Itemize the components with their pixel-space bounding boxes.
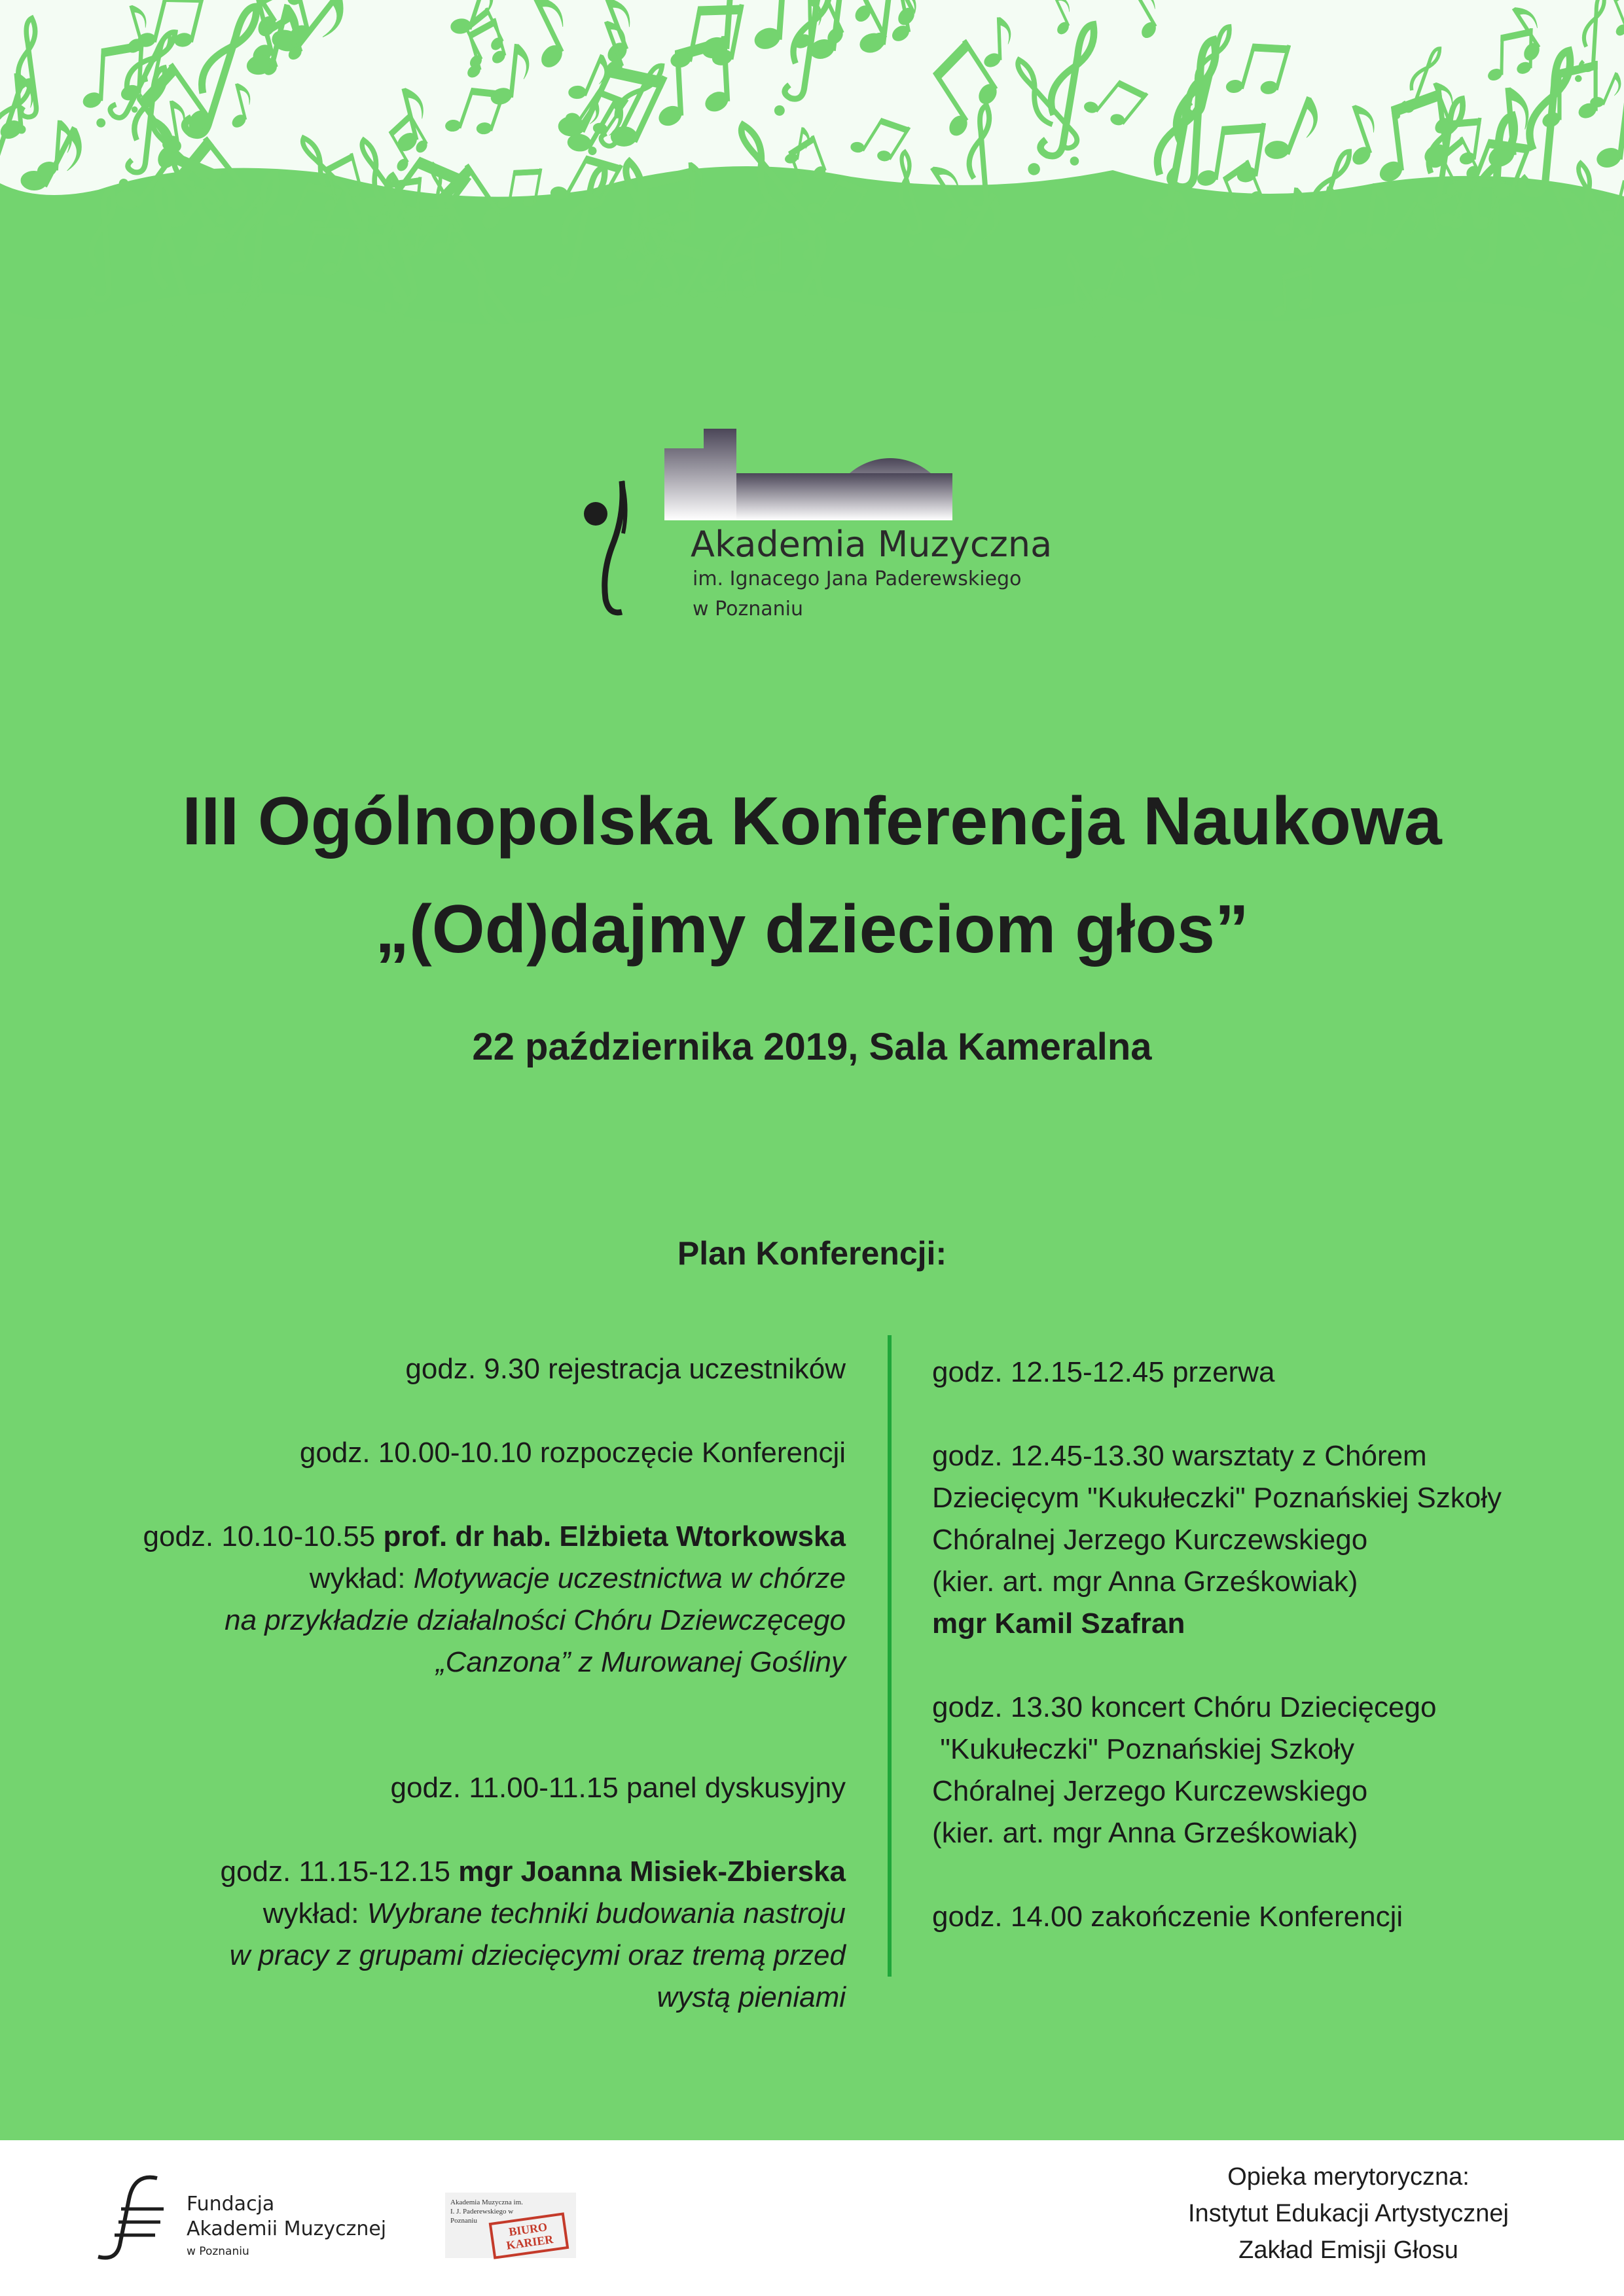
conference-subtitle: „(Od)dajmy dzieciom głos” [375, 891, 1249, 967]
lecture-2-topic-line3: wystą pieniami [657, 1981, 846, 2013]
lecture-1-time: godz. 10.10-10.55 [143, 1520, 384, 1552]
lecture-2-topic-line1 [221, 1893, 846, 1935]
fundacja-line1: Fundacja [187, 2193, 275, 2215]
lecture-1-topic-line1 [143, 1558, 846, 1600]
schedule-item-opening [300, 1432, 846, 1474]
schedule-text: godz. 10.00-10.10 rozpoczęcie Konferencji [299, 1437, 846, 1469]
plan-heading: Plan Konferencji: [677, 1235, 947, 1272]
fundacja-logo [95, 2173, 396, 2271]
concert-line1: godz. 13.30 koncert Chóru Dziecięcego [932, 1691, 1437, 1723]
schedule-item-lecture-2 [221, 1851, 846, 2018]
schedule-text: godz. 11.00-11.15 panel dyskusyjny [390, 1772, 846, 1804]
schedule-item-break [932, 1352, 1274, 1393]
lecture-1-header [143, 1516, 846, 1558]
schedule-item-lecture-1 [143, 1516, 846, 1683]
workshop-line2: Dziecięcym "Kukułeczki" Poznańskiej Szkoły [932, 1482, 1502, 1514]
stamp-text: BIURO KARIER [489, 2212, 569, 2259]
lecture-2-topic-line2: w pracy z grupami dziecięcymi oraz tremą przed [229, 1939, 846, 1971]
lecture-2-topic: Wybrane techniki budowania nastroju [367, 1897, 846, 1929]
logo-subtitle-line1: im. Ignacego Jana Paderewskiego [693, 567, 1022, 590]
schedule-item-registration [405, 1348, 846, 1390]
biuro-karier-stamp [445, 2193, 576, 2258]
lecture-2-type: wykład: [262, 1897, 367, 1929]
logo-100-mark [664, 429, 952, 520]
workshop-line1: godz. 12.45-13.30 warsztaty z Chórem [932, 1440, 1427, 1472]
lecture-1-topic-line2: na przykładzie działalności Chóru Dziewczęcego [225, 1604, 846, 1636]
academy-logo [576, 429, 1060, 625]
conference-title: III Ogólnopolska Konferencja Naukowa [182, 783, 1442, 859]
schedule-item-workshop [932, 1435, 1502, 1645]
schedule-item-concert [932, 1687, 1436, 1854]
opieka-merytoryczna [1152, 2159, 1545, 2269]
lecture-1-speaker: prof. dr hab. Elżbieta Wtorkowska [383, 1520, 846, 1552]
schedule-text: godz. 9.30 rejestracja uczestników [405, 1353, 846, 1385]
opieka-line1: Opieka merytoryczna: [1227, 2163, 1470, 2191]
music-notes-decoration [0, 0, 1624, 367]
schedule-text: godz. 14.00 zakończenie Konferencji [932, 1901, 1403, 1933]
opieka-line3: Zakład Emisji Głosu [1238, 2236, 1458, 2264]
footer [0, 2140, 1624, 2296]
date-and-venue: 22 października 2019, Sala Kameralna [472, 1026, 1152, 1068]
lecture-1-type: wykład: [309, 1562, 414, 1594]
lecture-2-speaker: mgr Joanna Misiek-Zbierska [458, 1856, 846, 1888]
fundacja-clef-icon [95, 2173, 173, 2265]
logo-academy-name: Akademia Muzyczna [691, 524, 1053, 565]
schedule-item-panel [391, 1767, 846, 1809]
logo-subtitle-line2: w Poznaniu [693, 598, 803, 620]
schedule-item-closing [932, 1896, 1403, 1938]
concert-line4: (kier. art. mgr Anna Grześkowiak) [932, 1817, 1358, 1849]
fundacja-line3: w Poznaniu [187, 2245, 249, 2258]
concert-line3: Chóralnej Jerzego Kurczewskiego [932, 1775, 1368, 1807]
lecture-2-time: godz. 11.15-12.15 [220, 1856, 459, 1888]
lecture-1-topic: Motywacje uczestnictwa w chórze [413, 1562, 846, 1594]
lecture-2-header [221, 1851, 846, 1893]
workshop-line3: Chóralnej Jerzego Kurczewskiego [932, 1524, 1368, 1556]
fundacja-line2: Akademii Muzycznej [187, 2217, 387, 2240]
workshop-line4: (kier. art. mgr Anna Grześkowiak) [932, 1566, 1358, 1598]
lecture-1-topic-line3: „Canzona” z Murowanej Gośliny [435, 1646, 846, 1678]
schedule-text: godz. 12.15-12.45 przerwa [932, 1356, 1275, 1388]
concert-line2: "Kukułeczki" Poznańskiej Szkoły [932, 1733, 1355, 1765]
opieka-line2: Instytut Edukacji Artystycznej [1188, 2200, 1509, 2227]
workshop-speaker: mgr Kamil Szafran [932, 1607, 1185, 1640]
column-divider [888, 1335, 892, 1977]
stamp-academy-label: Akademia Muzyczna im. I. J. Paderewskiego w Poznaniu [450, 2198, 523, 2225]
clef-logo-icon [576, 475, 635, 625]
